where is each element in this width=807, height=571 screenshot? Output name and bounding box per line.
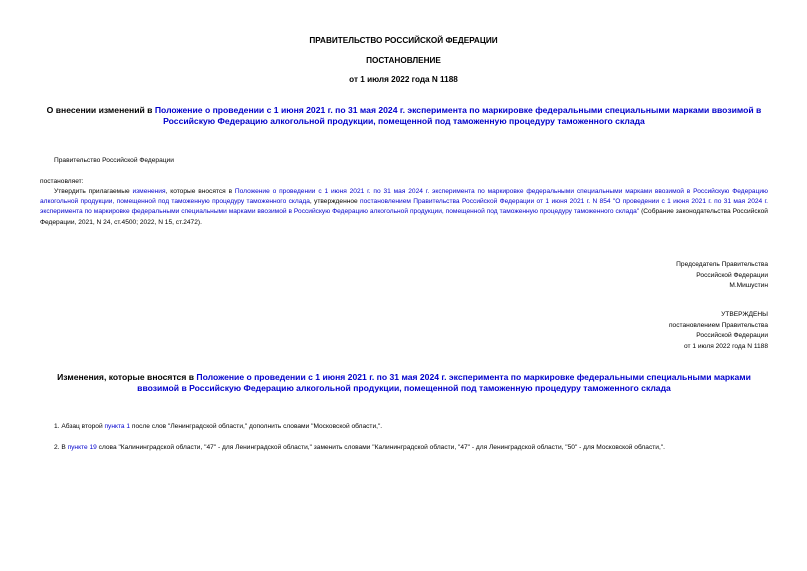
change-item-2	[54, 443, 768, 453]
item1-text-end: после слов "Ленинградской области," дополнить словами "Московской области,".	[130, 423, 383, 430]
resolution-854-link[interactable]: постановлением Правительства Российской Федерации от 1 июня 2021 г. N 854 "О проведении с 1 июня 2021 г. по 31 мая 2024 г. эксперимента по маркировке федеральными специальными марками ввозимой в Российскую Федерацию алкогольной продукции, помещенной под таможенную процедуру таможенного склада"	[40, 198, 768, 216]
decides-label: постановляет:	[40, 178, 84, 185]
title-prefix: О внесении изменений в	[46, 105, 155, 115]
signature-block	[520, 260, 768, 292]
clause-1-link[interactable]: пункта 1	[104, 423, 131, 430]
change-item-1	[54, 422, 768, 432]
signature-line-1: Председатель Правительства	[676, 261, 768, 268]
changes-title-prefix: Изменения, которые вносятся в	[57, 372, 197, 382]
p1-text-start: Утвердить прилагаемые	[54, 188, 133, 195]
item2-text-end: слова "Калининградской области, "47" - для Ленинградской области," заменить словами "Калининградской области, "47" - для Ленинградской области, "50" - для Московской области,".	[96, 444, 665, 451]
p1-text-mid2: , утвержденное	[309, 198, 361, 206]
approved-line-1: УТВЕРЖДЕНЫ	[721, 311, 768, 318]
document-title	[38, 105, 770, 127]
p1-text-mid1: , которые вносятся в	[165, 188, 235, 195]
signature-line-3: М.Мишустин	[729, 282, 768, 290]
doc-date: от 1 июля 2022 года N 1188	[349, 75, 458, 84]
approved-block	[520, 310, 768, 352]
item2-text-start: 2. В	[54, 444, 68, 451]
p1-text-end: (Собрание законодательства Российской Федерации, 2021, N 24, ст.4500; 2022, N 15, ст.2472).	[40, 208, 768, 226]
doc-type-heading: ПОСТАНОВЛЕНИЕ	[366, 56, 441, 65]
changes-title-regulation-link[interactable]: Положение о проведении с 1 июня 2021 г. по 31 мая 2024 г. эксперимента по маркировке федеральными специальными марками ввозимой в Российскую Федерацию алкогольной продукции, помещенной под таможенную процедуру таможенного склада	[137, 372, 751, 394]
approved-line-4: от 1 июля 2022 года N 1188	[683, 342, 768, 350]
approved-line-2: постановлением Правительства	[668, 321, 768, 329]
decision-paragraph	[40, 187, 768, 228]
clause-19-link[interactable]: пункте 19	[67, 444, 97, 451]
regulation-link[interactable]: Положение о проведении с 1 июня 2021 г. по 31 мая 2024 г. эксперимента по маркировке федеральными специальными марками ввозимой в Российскую Федерацию алкогольной продукции, помещенной под таможенную процедуру таможенного склада	[40, 188, 768, 206]
changes-title	[40, 372, 768, 394]
government-label: Правительство Российской Федерации	[54, 157, 174, 164]
title-regulation-link[interactable]: Положение о проведении с 1 июня 2021 г. по 31 мая 2024 г. эксперимента по маркировке федеральными специальными марками ввозимой в Российскую Федерацию алкогольной продукции, помещенной под таможенную процедуру таможенного склада	[154, 105, 762, 127]
changes-link[interactable]: изменения	[132, 188, 166, 195]
item1-text-start: 1. Абзац второй	[54, 423, 105, 430]
org-heading: ПРАВИТЕЛЬСТВО РОССИЙСКОЙ ФЕДЕРАЦИИ	[309, 36, 498, 45]
approved-line-3: Российской Федерации	[696, 332, 768, 340]
signature-line-2: Российской Федерации	[696, 271, 768, 279]
